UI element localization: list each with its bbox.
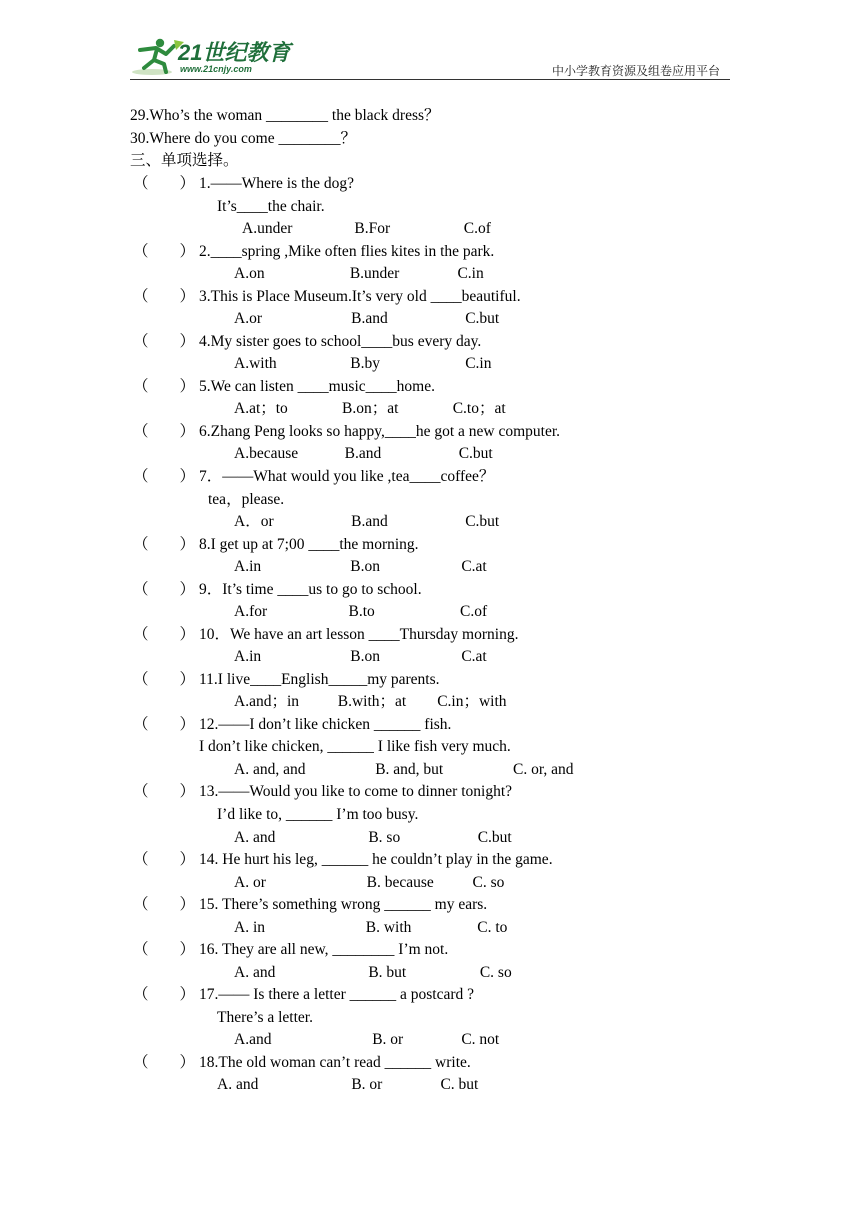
answer-options: A.for B.to C.of	[234, 603, 488, 620]
answer-options: A.and；in B.with；at C.in；with	[234, 693, 507, 710]
question-text: 12.——I don’t like chicken ______ fish.	[199, 716, 452, 733]
answer-bracket: （ ）	[133, 333, 196, 350]
answer-options: A.at；to B.on；at C.to；at	[234, 400, 506, 417]
answer-bracket: （ ）	[133, 1054, 196, 1071]
question-text: 16. They are all new, ________ I’m not.	[199, 941, 449, 958]
intro-line: 29.Who’s the woman ________ the black dress？	[130, 107, 440, 124]
question-text: 9．It’s time ____us to go to school.	[199, 581, 422, 598]
answer-options: A.with B.by C.in	[234, 355, 492, 372]
answer-bracket: （ ）	[133, 288, 196, 305]
question-text: tea，please.	[208, 491, 285, 508]
answer-bracket: （ ）	[133, 243, 196, 260]
intro-line: 30.Where do you come ________？	[130, 130, 356, 147]
answer-bracket: （ ）	[133, 851, 196, 868]
question-text: 10．We have an art lesson ____Thursday morning.	[199, 626, 519, 643]
question-text: 18.The old woman can’t read ______ write.	[199, 1054, 471, 1071]
answer-bracket: （ ）	[133, 536, 196, 553]
answer-bracket: （ ）	[133, 468, 196, 485]
answer-options: A.or B.and C.but	[234, 310, 500, 327]
question-text: I’d like to, ______ I’m too busy.	[217, 806, 419, 823]
question-text: 17.—— Is there a letter ______ a postcard ?	[199, 986, 475, 1003]
answer-bracket: （ ）	[133, 896, 196, 913]
answer-bracket: （ ）	[133, 581, 196, 598]
answer-options: A．or B.and C.but	[234, 513, 500, 530]
header-rule	[130, 79, 730, 80]
question-text: 8.I get up at 7;00 ____the morning.	[199, 536, 419, 553]
answer-options: A. and B. or C. but	[217, 1076, 479, 1093]
answer-options: A. and B. but C. so	[234, 964, 512, 981]
brand-url: www.21cnjy.com	[180, 64, 252, 74]
question-text: 5.We can listen ____music____home.	[199, 378, 435, 395]
question-text: 7．——What would you like ,tea____coffee？	[199, 468, 495, 485]
answer-bracket: （ ）	[133, 716, 196, 733]
answer-bracket: （ ）	[133, 986, 196, 1003]
answer-bracket: （ ）	[133, 941, 196, 958]
answer-options: A.in B.on C.at	[234, 648, 487, 665]
answer-bracket: （ ）	[133, 626, 196, 643]
question-text: 4.My sister goes to school____bus every day.	[199, 333, 482, 350]
answer-options: A. and, and B. and, but C. or, and	[234, 761, 574, 778]
question-text: 6.Zhang Peng looks so happy,____he got a new computer.	[199, 423, 561, 440]
question-text: 14. He hurt his leg, ______ he couldn’t play in the game.	[199, 851, 553, 868]
question-text: 3.This is Place Museum.It’s very old ____beautiful.	[199, 288, 521, 305]
question-text: 2.____spring ,Mike often flies kites in the park.	[199, 243, 495, 260]
answer-options: A.in B.on C.at	[234, 558, 487, 575]
answer-bracket: （ ）	[133, 423, 196, 440]
platform-name: 中小学教育资源及组卷应用平台	[551, 64, 720, 78]
question-text: 13.——Would you like to come to dinner tonight?	[199, 783, 513, 800]
page-header	[130, 36, 730, 80]
answer-bracket: （ ）	[133, 378, 196, 395]
answer-options: A. in B. with C. to	[234, 919, 508, 936]
question-text: It’s____the chair.	[217, 198, 325, 215]
question-text: I don’t like chicken, ______ I like fish very much.	[199, 738, 511, 755]
answer-bracket: （ ）	[133, 783, 196, 800]
question-text: 1.——Where is the dog?	[199, 175, 354, 192]
answer-options: A. or B. because C. so	[234, 874, 505, 891]
answer-options: A.on B.under C.in	[234, 265, 484, 282]
answer-options: A.and B. or C. not	[234, 1031, 500, 1048]
answer-options: A. and B. so C.but	[234, 829, 512, 846]
answer-options: A.because B.and C.but	[234, 445, 493, 462]
answer-bracket: （ ）	[133, 671, 196, 688]
answer-options: A.under B.For C.of	[242, 220, 491, 237]
answer-bracket: （ ）	[133, 175, 196, 192]
section-heading: 三、单项选择。	[130, 152, 239, 169]
brand-name: 21世纪教育	[178, 40, 291, 65]
question-text: 11.I live____English_____my parents.	[199, 671, 440, 688]
question-text: There’s a letter.	[217, 1009, 313, 1026]
question-text: 15. There’s something wrong ______ my ears.	[199, 896, 488, 913]
